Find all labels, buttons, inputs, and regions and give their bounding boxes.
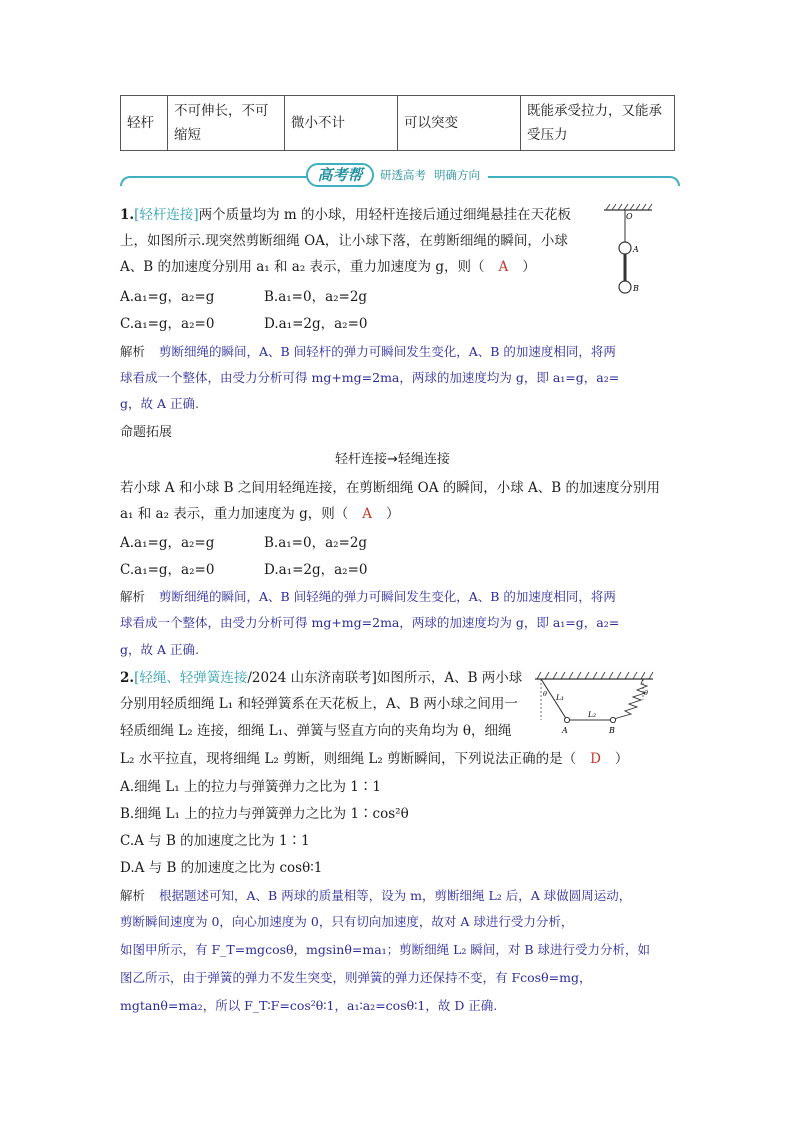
q1-explanation-line2: 球看成一个整体，由受力分析可得 mg+mg=2ma，两球的加速度均为 g，即 a₁=g，a₂= bbox=[120, 370, 620, 385]
explanation-label: 解析 bbox=[120, 888, 146, 903]
q2-answer: D bbox=[590, 751, 601, 767]
table-cell: 可以突变 bbox=[398, 96, 521, 151]
ext-explanation-line1 bbox=[120, 587, 616, 607]
explanation-label: 解析 bbox=[120, 589, 146, 604]
q1-answer: A bbox=[498, 259, 509, 275]
explanation-text: 剪断细绳的瞬间，A、B 间轻绳的弹力可瞬间发生变化，A、B 的加速度相同，将两 bbox=[159, 589, 616, 604]
q2-explanation-line5: mgtanθ=ma₂，所以 F_T∶F=cos²θ∶1，a₁∶a₂=cosθ∶1，故 D 正确. bbox=[120, 998, 498, 1013]
explanation-text: 根据题述可知，A、B 两球的质量相等，设为 m，剪断细绳 L₂ 后，A 球做圆周运动， bbox=[159, 888, 632, 903]
q2-line3: 轻质细绳 L₂ 连接，细绳 L₁、弹簧与竖直方向的夹角均为 θ，细绳 bbox=[120, 723, 512, 739]
q1-text: A、B 的加速度分别用 a₁ 和 a₂ 表示，重力加速度为 g，则（ bbox=[120, 259, 485, 275]
label-a: A bbox=[633, 245, 639, 254]
ext-option-a: A.a₁=g，a₂=g bbox=[120, 535, 215, 551]
extension-subtitle: 轻杆连接→轻绳连接 bbox=[335, 452, 450, 467]
banner-subtitle-2: 明确方向 bbox=[434, 168, 480, 182]
q2-option-c: C.A 与 B 的加速度之比为 1∶1 bbox=[120, 833, 310, 849]
q1-option-a: A.a₁=g，a₂=g bbox=[120, 289, 215, 305]
label-b: B bbox=[609, 726, 615, 735]
q2-explanation-line1 bbox=[120, 886, 631, 906]
table-cell bbox=[168, 96, 285, 151]
table-cell-line: 缩短 bbox=[174, 127, 201, 143]
ball-a bbox=[564, 717, 569, 722]
q1-text: 两个质量均为 m 的小球，用轻杆连接后通过细绳悬挂在天花板 bbox=[198, 207, 572, 223]
banner-subtitle bbox=[380, 167, 480, 183]
q2-explanation-line4: 图乙所示，由于弹簧的弹力不发生突变，则弹簧的弹力还保持不变，有 Fcosθ=mg， bbox=[120, 970, 592, 985]
q2-option-d: D.A 与 B 的加速度之比为 cosθ∶1 bbox=[120, 860, 323, 876]
q2-line4 bbox=[120, 749, 628, 769]
q2-line1 bbox=[120, 668, 522, 688]
banner-rule-right bbox=[488, 176, 680, 186]
label-l1: L₁ bbox=[556, 693, 564, 702]
label-l2: L₂ bbox=[588, 710, 596, 719]
table-cell-line: 既能承受拉力，又能承 bbox=[527, 103, 662, 119]
q2-text: ） bbox=[614, 751, 629, 767]
banner-subtitle-1: 研透高考 bbox=[380, 168, 426, 182]
property-table bbox=[120, 95, 675, 151]
ext-text: ） bbox=[385, 506, 400, 522]
ext-option-c: C.a₁=g，a₂=0 bbox=[120, 562, 215, 578]
ball-b bbox=[610, 717, 615, 722]
banner-rule-left bbox=[120, 176, 308, 186]
ext-line1: 若小球 A 和小球 B 之间用轻绳连接，在剪断细绳 OA 的瞬间，小球 A、B 的加速度分别用 bbox=[120, 480, 660, 496]
spring bbox=[613, 679, 647, 720]
label-a: A bbox=[562, 726, 568, 735]
ext-text: a₁ 和 a₂ 表示，重力加速度为 g，则（ bbox=[120, 506, 349, 522]
table-row bbox=[121, 96, 675, 151]
ball-a bbox=[619, 242, 631, 254]
q1-line3 bbox=[120, 257, 536, 277]
explanation-text: 剪断细绳的瞬间，A、B 间轻杆的弹力可瞬间发生变化，A、B 的加速度相同，将两 bbox=[159, 344, 616, 359]
ball-b bbox=[619, 281, 631, 293]
banner-title: 高考帮 bbox=[306, 163, 374, 187]
q2-option-b: B.细绳 L₁ 上的拉力与弹簧弹力之比为 1∶cos²θ bbox=[120, 806, 409, 822]
label-theta-left: θ bbox=[543, 690, 547, 698]
ext-explanation-line3: g，故 A 正确. bbox=[120, 642, 199, 657]
q1-option-c: C.a₁=g，a₂=0 bbox=[120, 316, 215, 332]
figure-rope-spring bbox=[533, 670, 655, 740]
table-cell-line: 不可伸长，不可 bbox=[174, 103, 269, 119]
label-b: B bbox=[633, 284, 639, 293]
label-theta-right: θ bbox=[644, 689, 648, 697]
q1-line1 bbox=[120, 205, 571, 225]
q2-line2: 分别用轻质细绳 L₁ 和轻弹簧系在天花板上，A、B 两小球之间用一 bbox=[120, 696, 518, 712]
ext-option-d: D.a₁=2g，a₂=0 bbox=[264, 562, 368, 578]
q2-number: 2. bbox=[120, 670, 135, 686]
explanation-label: 解析 bbox=[120, 344, 146, 359]
q2-explanation-line2: 剪断瞬间速度为 0，向心加速度为 0，只有切向加速度，故对 A 球进行受力分析， bbox=[120, 914, 574, 929]
q2-text: 如图所示，A、B 两小球 bbox=[376, 670, 523, 686]
q2-option-a: A.细绳 L₁ 上的拉力与弹簧弹力之比为 1∶1 bbox=[120, 779, 381, 795]
table-cell bbox=[521, 96, 675, 151]
figure-hanging-balls bbox=[596, 202, 656, 296]
q2-tag: [轻绳、轻弹簧连接 bbox=[134, 670, 248, 686]
q1-explanation-line1 bbox=[120, 342, 616, 362]
q1-number: 1. bbox=[120, 207, 135, 223]
q2-source: /2024 山东济南联考] bbox=[247, 670, 377, 686]
table-cell: 微小不计 bbox=[285, 96, 398, 151]
q2-explanation-line3: 如图甲所示，有 F_T=mgcosθ，mgsinθ=ma₁；剪断细绳 L₂ 瞬间，对 B 球进行受力分析，如 bbox=[120, 942, 651, 957]
ext-line2 bbox=[120, 504, 399, 524]
ext-answer: A bbox=[362, 506, 372, 522]
q1-text: ） bbox=[522, 259, 536, 275]
q1-option-d: D.a₁=2g，a₂=0 bbox=[264, 316, 368, 332]
q1-tag: [轻杆连接] bbox=[134, 207, 199, 223]
table-cell-line: 受压力 bbox=[527, 127, 568, 143]
ext-explanation-line2: 球看成一个整体，由受力分析可得 mg+mg=2ma，两球的加速度均为 g，即 a₁=g，a₂= bbox=[120, 615, 620, 630]
label-o: O bbox=[626, 212, 633, 221]
extension-heading: 命题拓展 bbox=[120, 425, 173, 440]
q2-text: L₂ 水平拉直，现将细绳 L₂ 剪断，则细绳 L₂ 剪断瞬间，下列说法正确的是（ bbox=[120, 751, 577, 767]
q1-line2: 上，如图所示.现突然剪断细绳 OA，让小球下落，在剪断细绳的瞬间，小球 bbox=[120, 233, 568, 249]
q1-option-b: B.a₁=0，a₂=2g bbox=[264, 289, 368, 305]
q1-explanation-line3: g，故 A 正确. bbox=[120, 396, 199, 411]
ext-option-b: B.a₁=0，a₂=2g bbox=[264, 535, 368, 551]
table-cell: 轻杆 bbox=[121, 96, 168, 151]
